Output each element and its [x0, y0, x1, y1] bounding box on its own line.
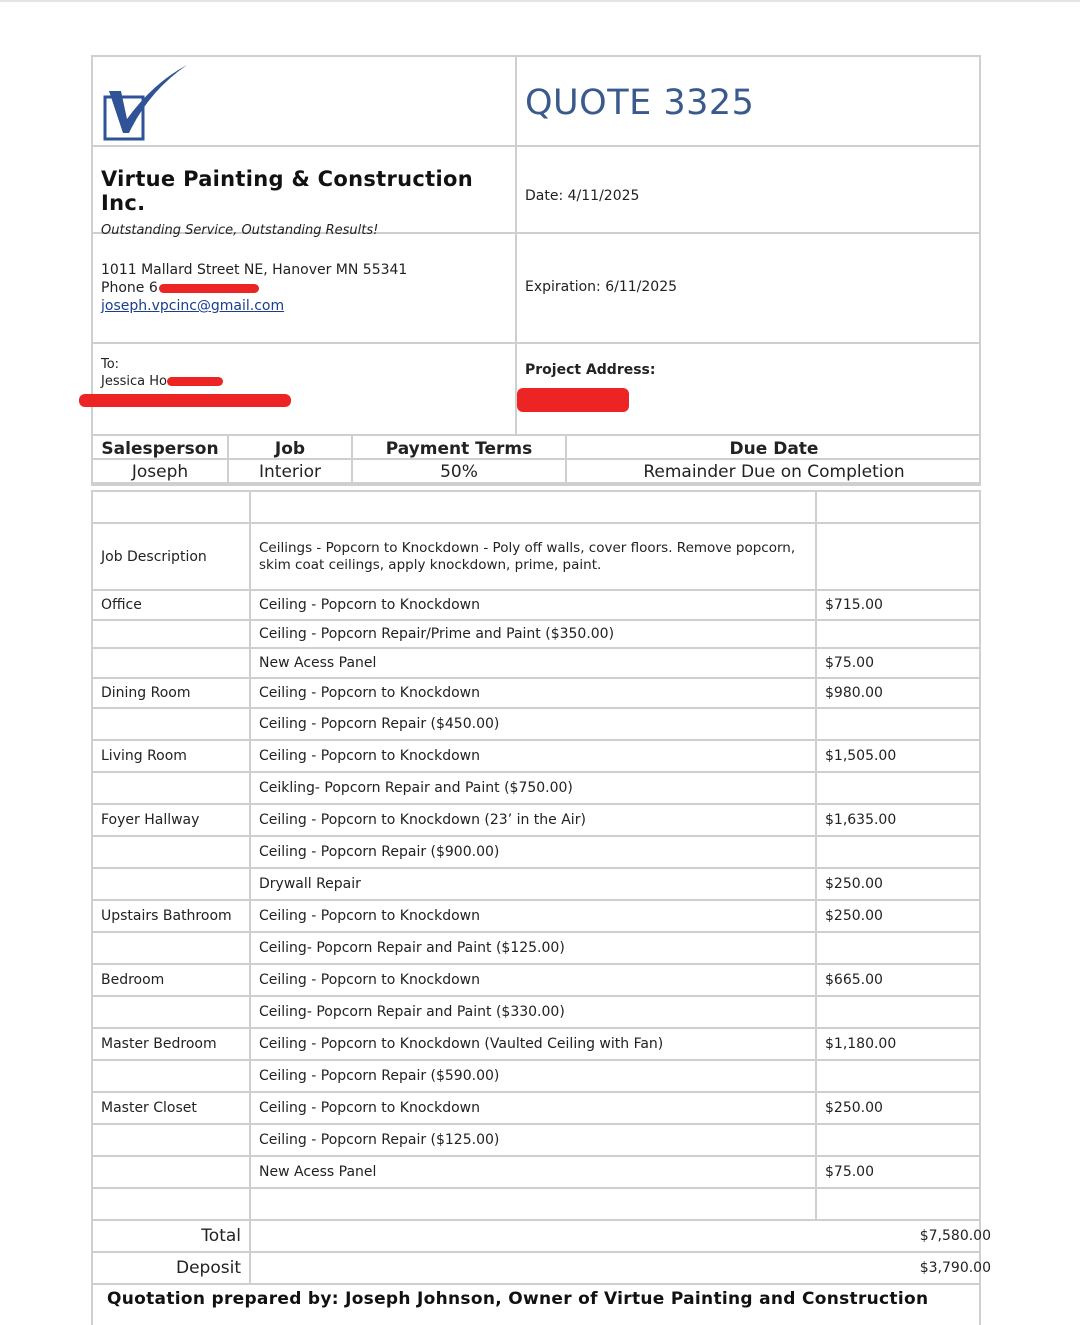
table-row [93, 709, 979, 741]
amount-cell: $75.00 [825, 655, 874, 671]
line-items-table [91, 490, 981, 1221]
deposit-row [91, 1253, 991, 1285]
description-cell [251, 492, 817, 522]
description-cell: Ceiling - Popcorn to Knockdown [251, 965, 817, 995]
amount-cell [817, 933, 979, 963]
quote-document [91, 55, 991, 1325]
table-row [93, 997, 979, 1029]
description-cell: Ceiling - Popcorn Repair/Prime and Paint ($350.00) [251, 621, 817, 647]
company-phone-line [101, 279, 515, 297]
project-address-label: Project Address: [525, 362, 656, 378]
room-cell: Dining Room [93, 679, 251, 707]
total-value-cell [251, 1221, 991, 1251]
room-cell [93, 649, 251, 677]
company-phone: Phone 6 [101, 280, 158, 296]
room-cell [93, 869, 251, 899]
table-row [93, 1125, 979, 1157]
table-row [93, 1061, 979, 1093]
room-cell [93, 492, 251, 522]
redaction-mark [517, 388, 629, 412]
redaction-mark [159, 284, 259, 293]
description-cell: Ceiling- Popcorn Repair and Paint ($125.00) [251, 933, 817, 963]
company-address: 1011 Mallard Street NE, Hanover MN 55341 [101, 262, 408, 278]
quote-date: Date: 4/11/2025 [517, 147, 981, 234]
room-cell [93, 709, 251, 739]
terms-table [91, 436, 981, 486]
amount-cell [817, 837, 979, 867]
amount-cell: $75.00 [825, 1164, 874, 1180]
table-row [93, 837, 979, 869]
room-cell [93, 1189, 251, 1219]
table-row [93, 1093, 979, 1125]
checkmark-box-icon [101, 61, 191, 145]
amount-cell [817, 709, 979, 739]
description-cell: New Acess Panel [251, 649, 817, 677]
room-cell [93, 933, 251, 963]
terms-header: Payment Terms [353, 436, 567, 460]
description-cell: Ceiling - Popcorn to Knockdown [251, 741, 817, 771]
deposit-value-cell [251, 1253, 991, 1283]
table-row [93, 869, 979, 901]
room-cell: Foyer Hallway [93, 805, 251, 835]
company-cell [93, 147, 517, 238]
customer-cell [93, 344, 517, 436]
table-row [93, 741, 979, 773]
table-row [93, 965, 979, 997]
room-cell: Living Room [93, 741, 251, 771]
amount-cell [817, 773, 979, 803]
description-cell: Ceiling - Popcorn Repair ($900.00) [251, 837, 817, 867]
terms-header: Salesperson [93, 436, 229, 460]
amount-cell [817, 1061, 979, 1091]
table-row [93, 773, 979, 805]
description-cell: Ceiling - Popcorn to Knockdown [251, 591, 817, 619]
description-cell [251, 1189, 817, 1219]
terms-value: Interior [229, 460, 353, 484]
amount-cell: $250.00 [825, 876, 883, 892]
deposit-label: Deposit [93, 1253, 251, 1283]
room-cell [93, 1061, 251, 1091]
amount-cell: $1,505.00 [825, 748, 897, 764]
amount-cell [817, 621, 979, 647]
description-cell: Ceiling - Popcorn to Knockdown (Vaulted Ceiling with Fan) [251, 1029, 817, 1059]
table-row [93, 805, 979, 837]
amount-cell: $250.00 [825, 908, 883, 924]
room-cell: Office [93, 591, 251, 619]
description-cell: Ceiling - Popcorn Repair ($590.00) [251, 1061, 817, 1091]
amount-cell: $1,180.00 [825, 1036, 897, 1052]
terms-header: Due Date [567, 436, 981, 460]
company-email[interactable]: joseph.vpcinc@gmail.com [101, 298, 285, 314]
description-cell: Ceiling - Popcorn to Knockdown [251, 679, 817, 707]
quote-header [91, 55, 981, 436]
amount-cell [817, 492, 979, 522]
terms-header-row [93, 436, 979, 460]
description-cell: Ceiling - Popcorn to Knockdown [251, 901, 817, 931]
quote-expiration: Expiration: 6/11/2025 [517, 234, 981, 344]
description-cell: New Acess Panel [251, 1157, 817, 1187]
company-tagline: Outstanding Service, Outstanding Results! [101, 223, 379, 238]
amount-cell: $1,635.00 [825, 812, 897, 828]
description-cell: Ceiling - Popcorn to Knockdown (23’ in the Air) [251, 805, 817, 835]
redaction-mark [167, 377, 223, 386]
table-row [93, 679, 979, 709]
description-cell: Drywall Repair [251, 869, 817, 899]
table-row [93, 901, 979, 933]
description-cell: Ceikling- Popcorn Repair and Paint ($750.00) [251, 773, 817, 803]
room-cell [93, 837, 251, 867]
prepared-by: Quotation prepared by: Joseph Johnson, Owner of Virtue Painting and Construction [91, 1285, 981, 1325]
room-cell: Master Closet [93, 1093, 251, 1123]
logo-cell [93, 57, 517, 147]
amount-cell: $715.00 [825, 597, 883, 613]
company-contact-cell [93, 234, 517, 344]
table-row [93, 1157, 979, 1189]
amount-cell [817, 524, 979, 589]
amount-cell: $980.00 [825, 685, 883, 701]
room-cell [93, 997, 251, 1027]
room-cell [93, 773, 251, 803]
terms-header: Job [229, 436, 353, 460]
terms-value: Joseph [93, 460, 229, 484]
room-cell [93, 1125, 251, 1155]
quote-title-cell [517, 57, 981, 147]
table-row [93, 933, 979, 965]
room-cell [93, 621, 251, 647]
terms-value-row [93, 460, 979, 484]
room-cell: Job Description [93, 524, 251, 589]
description-cell: Ceilings - Popcorn to Knockdown - Poly off walls, cover floors. Remove popcorn, skim coat ceilings, apply knockdown, prime, paint. [251, 524, 817, 589]
deposit-value: $3,790.00 [919, 1260, 991, 1276]
table-row [93, 492, 979, 524]
total-label: Total [93, 1221, 251, 1251]
redaction-mark [79, 394, 291, 407]
table-row [93, 621, 979, 649]
company-name: Virtue Painting & Construction Inc. [101, 167, 473, 215]
quote-title: QUOTE 3325 [525, 83, 755, 123]
table-row [93, 524, 979, 591]
totals-section [91, 1221, 991, 1325]
amount-cell [817, 1189, 979, 1219]
amount-cell: $250.00 [825, 1100, 883, 1116]
description-cell: Ceiling - Popcorn Repair ($125.00) [251, 1125, 817, 1155]
customer-name-line [101, 373, 515, 390]
table-row [93, 649, 979, 679]
amount-cell: $665.00 [825, 972, 883, 988]
room-cell: Master Bedroom [93, 1029, 251, 1059]
room-cell [93, 1157, 251, 1187]
project-address-cell [517, 344, 981, 436]
amount-cell [817, 1125, 979, 1155]
table-row [93, 1029, 979, 1061]
description-cell: Ceiling - Popcorn to Knockdown [251, 1093, 817, 1123]
table-row [93, 1189, 979, 1221]
room-cell: Bedroom [93, 965, 251, 995]
room-cell: Upstairs Bathroom [93, 901, 251, 931]
to-label: To: [101, 357, 120, 372]
terms-value: 50% [353, 460, 567, 484]
description-cell: Ceiling - Popcorn Repair ($450.00) [251, 709, 817, 739]
description-cell: Ceiling- Popcorn Repair and Paint ($330.00) [251, 997, 817, 1027]
total-value: $7,580.00 [919, 1228, 991, 1244]
top-divider [0, 0, 1080, 2]
table-row [93, 591, 979, 621]
customer-name: Jessica Ho [101, 374, 167, 389]
total-row [91, 1221, 991, 1253]
terms-value: Remainder Due on Completion [567, 460, 981, 484]
amount-cell [817, 997, 979, 1027]
